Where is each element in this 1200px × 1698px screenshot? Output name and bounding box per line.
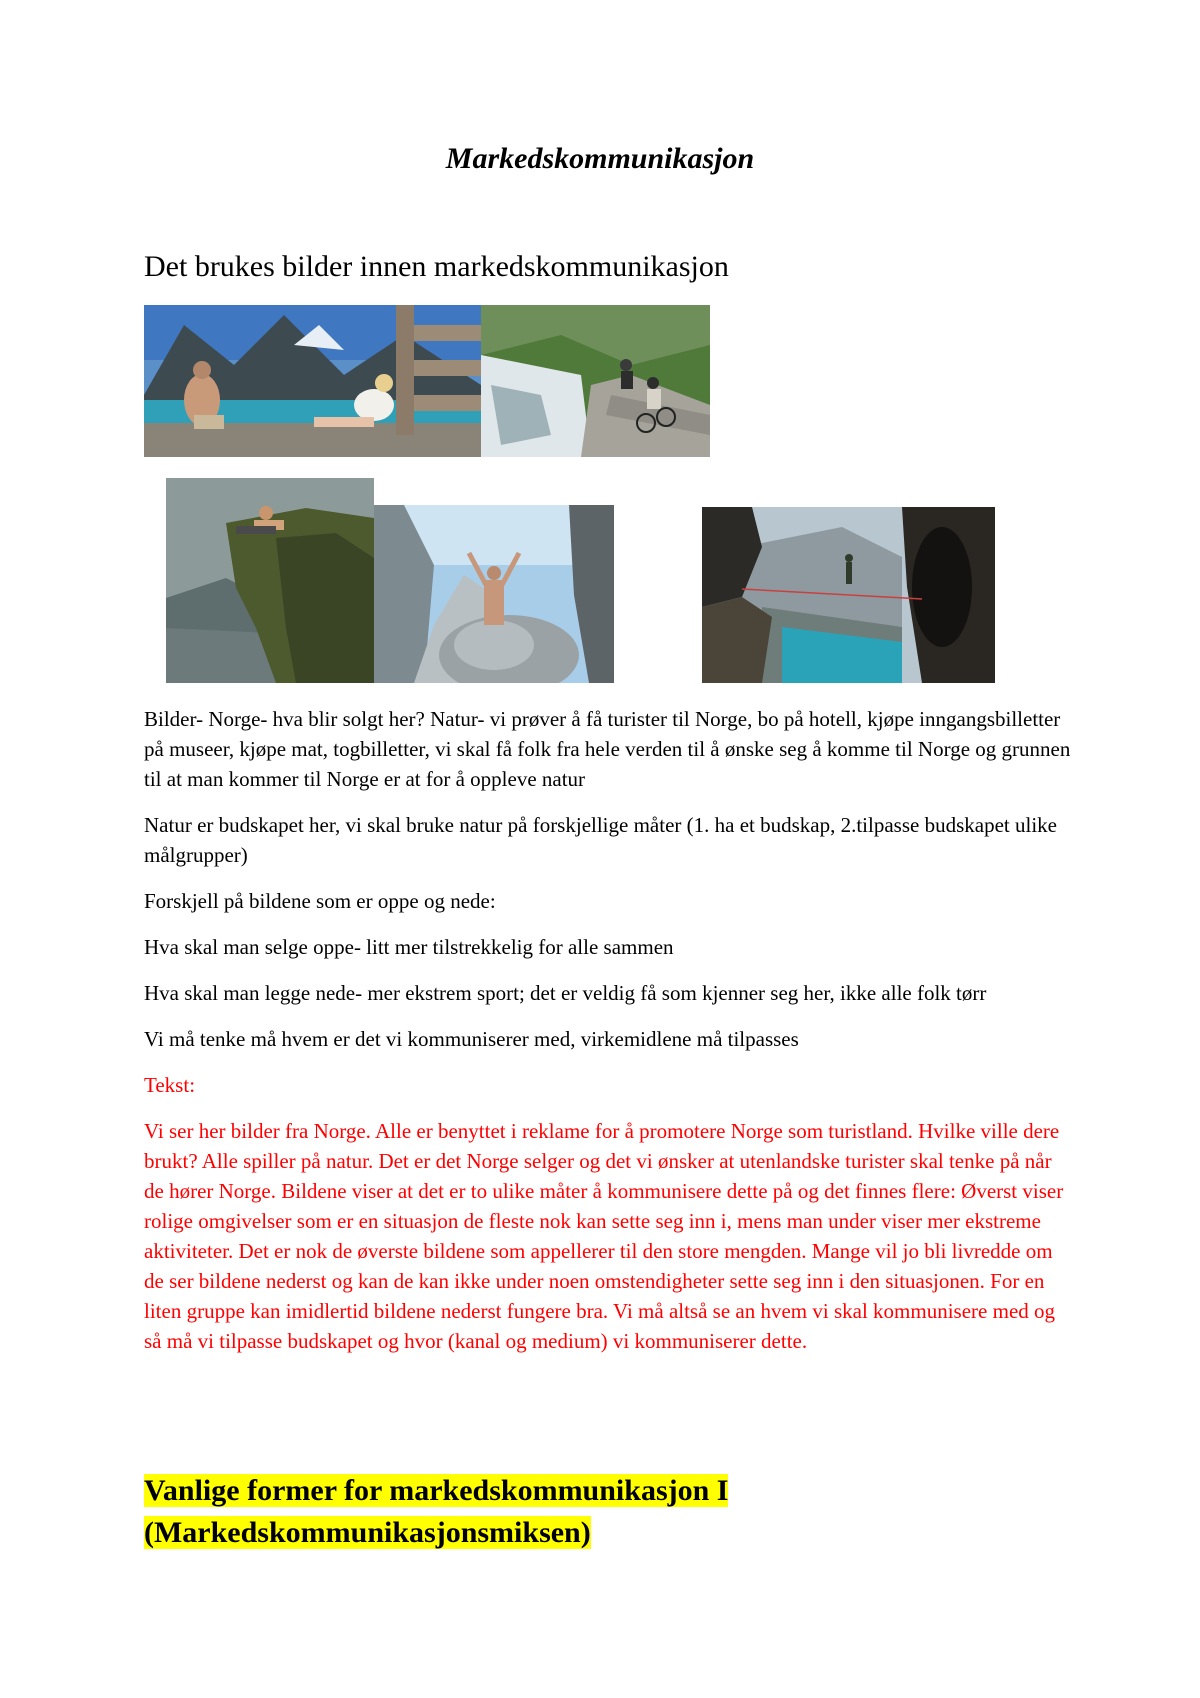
photo-cyclists-by-river	[481, 305, 710, 457]
section-heading-line-2: (Markedskommunikasjonsmiksen)	[144, 1516, 591, 1549]
paragraph: Forskjell på bildene som er oppe og nede:	[144, 889, 496, 913]
photo-couple-on-dock	[144, 305, 481, 457]
paragraph: Natur er budskapet her, vi skal bruke natur på forskjellige måter (1. ha et budskap, 2.tilpasse budskapet ulike målgrupper)	[144, 813, 1057, 867]
paragraph: Vi må tenke må hvem er det vi kommuniserer med, virkemidlene må tilpasses	[144, 1027, 799, 1051]
paragraph: Hva skal man selge oppe- litt mer tilstrekkelig for alle sammen	[144, 935, 674, 959]
document-subtitle: Det brukes bilder innen markedskommunikasjon	[144, 250, 729, 283]
red-paragraph: Vi ser her bilder fra Norge. Alle er benyttet i reklame for å promotere Norge som turistland. Hvilke ville dere brukt? Alle spiller på natur. Det er det Norge selger og det vi ønsker at utenlandske turister skal tenke på når de hører Norge. Bildene viser at det er to ulike måter å kommunisere dette på og det finnes flere: Øverst viser rolige omgivelser som er en situasjon de fleste nok kan sette seg inn i, mens man under viser mer ekstreme aktiviteter. Det er nok de øverste bildene som appellerer til den store mengden. Mange vil jo bli livredde om de ser bildene nederst og kan de kan ikke under noen omstendigheter sette seg inn i den situasjonen. For en liten gruppe kan imidlertid bildene nederst fungere bra. Vi må altså se an hvem vi skal kommunisere med og så må vi tilpasse budskapet og hvor (kanal og medium) vi kommuniserer dette.	[144, 1119, 1064, 1353]
paragraph: Hva skal man legge nede- mer ekstrem sport; det er veldig få som kjenner seg her, ikke alle folk tørr	[144, 981, 987, 1005]
section-heading	[144, 1470, 728, 1554]
section-heading-line-1: Vanlige former for markedskommunikasjon I	[144, 1474, 729, 1507]
document-title: Markedskommunikasjon	[445, 142, 755, 175]
photo-person-on-boulder	[374, 505, 614, 683]
document-body	[144, 704, 1074, 1372]
paragraph: Bilder- Norge- hva blir solgt her? Natur- vi prøver å få turister til Norge, bo på hotell, kjøpe inngangsbilletter på museer, kjøpe mat, togbilletter, vi skal få folk fra hele verden til å ønske seg å komme til Norge og grunnen til at man kommer til Norge er at for å oppleve natur	[144, 707, 1071, 791]
red-label: Tekst:	[144, 1073, 196, 1097]
photo-person-on-cliff	[166, 478, 374, 683]
photo-slackline-over-fjord	[702, 507, 995, 683]
